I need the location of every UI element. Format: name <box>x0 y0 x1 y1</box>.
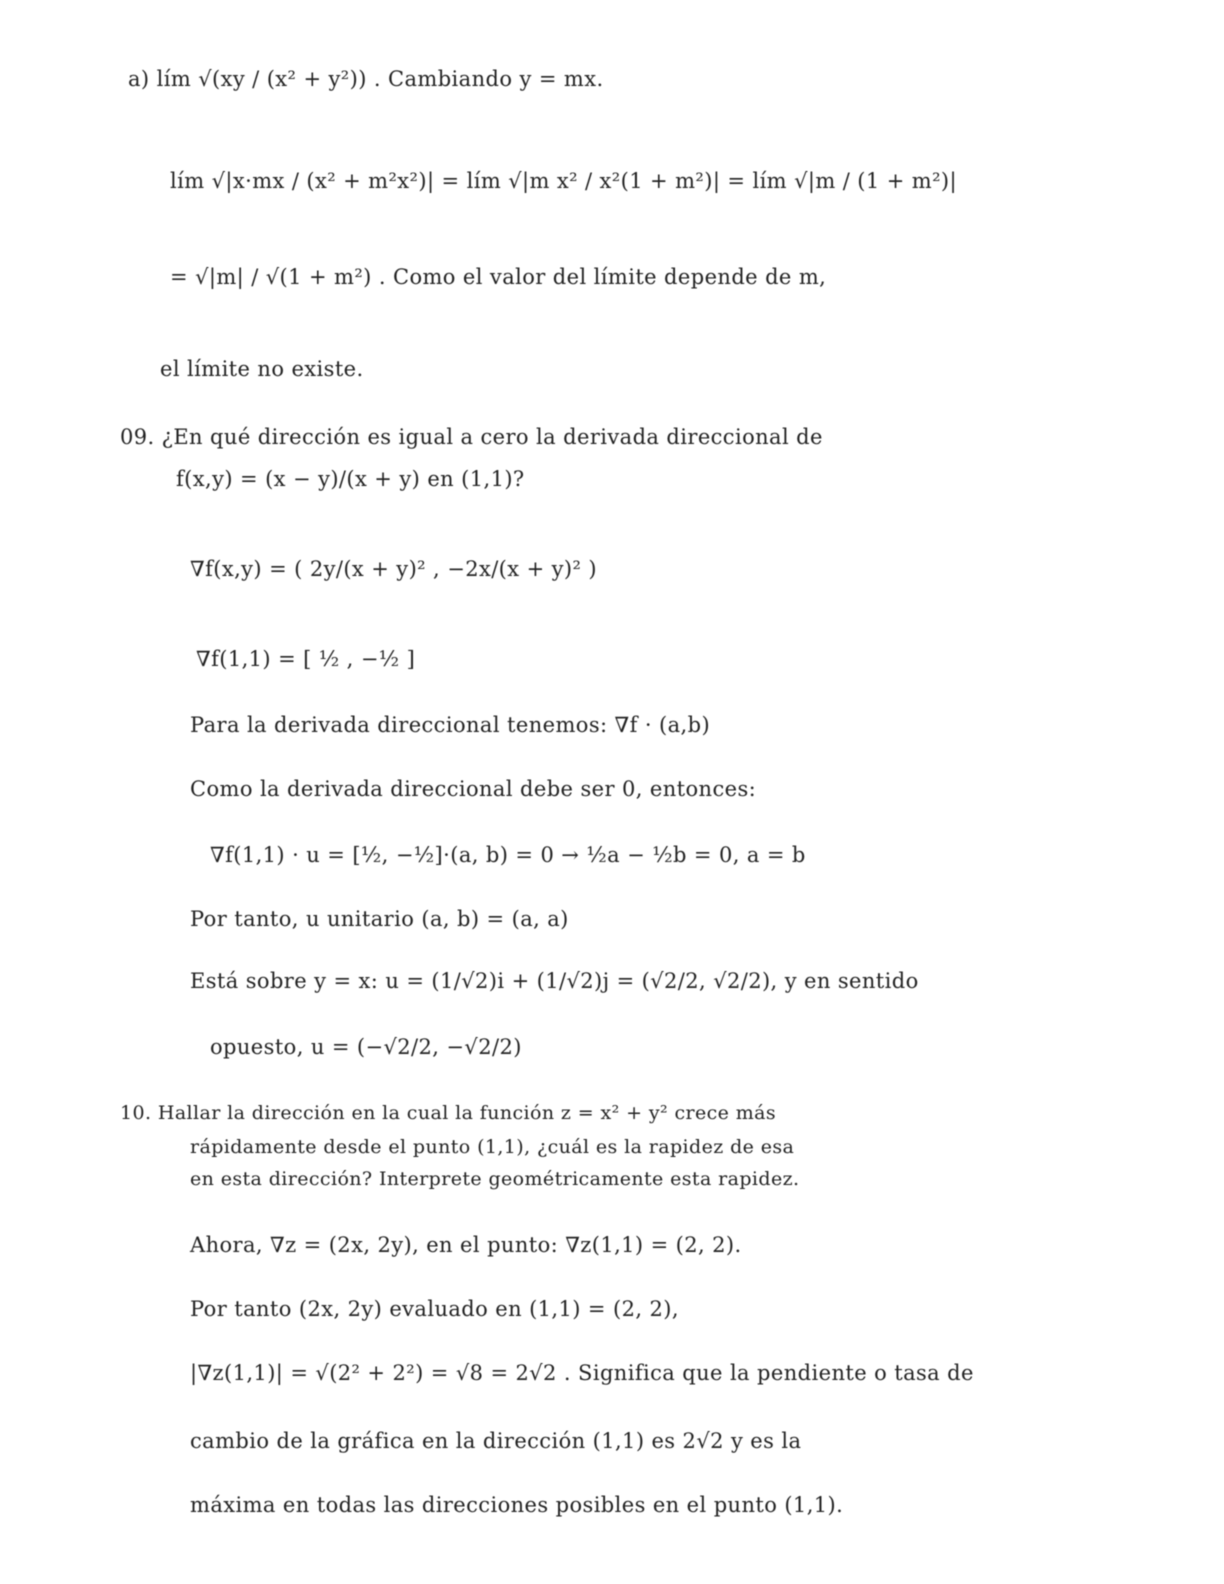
interpretation-line-1: cambio de la gráfica en la dirección (1,1) es 2√2 y es la <box>190 1429 802 1453</box>
limit-result-line: = √|m| / √(1 + m²) . Como el valor del límite depende de m, <box>170 265 827 289</box>
gradient-formula: ∇f(x,y) = ( 2y/(x + y)² , −2x/(x + y)² ) <box>190 557 598 581</box>
interpretation-line-2: máxima en todas las direcciones posibles en el punto (1,1). <box>190 1493 844 1517</box>
problem-10-statement-line-3: en esta dirección? Interprete geométricamente esta rapidez. <box>190 1168 800 1190</box>
gradient-z-line: Ahora, ∇z = (2x, 2y), en el punto: ∇z(1,1) = (2, 2). <box>190 1233 742 1257</box>
part-a-limit-statement: a) lím √(xy / (x² + y²)) . Cambiando y = mx. <box>128 67 604 91</box>
problem-10-statement-line-1: 10. Hallar la dirección en la cual la función z = x² + y² crece más <box>120 1102 777 1124</box>
problem-09-function: f(x,y) = (x − y)/(x + y) en (1,1)? <box>176 467 525 491</box>
zero-condition-note: Como la derivada direccional debe ser 0, entonces: <box>190 777 757 801</box>
unit-vector-solution: Está sobre y = x: u = (1/√2)i + (1/√2)j = (√2/2, √2/2), y en sentido <box>190 969 919 993</box>
opposite-unit-vector: opuesto, u = (−√2/2, −√2/2) <box>210 1035 522 1059</box>
gradient-evaluated-line: Por tanto (2x, 2y) evaluado en (1,1) = (2, 2), <box>190 1297 679 1321</box>
gradient-magnitude-line: |∇z(1,1)| = √(2² + 2²) = √8 = 2√2 . Significa que la pendiente o tasa de <box>190 1361 974 1385</box>
limit-substitution-line: lím √|x·mx / (x² + m²x²)| = lím √|m x² / x²(1 + m²)| = lím √|m / (1 + m²)| <box>170 169 957 193</box>
limit-conclusion: el límite no existe. <box>160 357 364 381</box>
dot-product-equation: ∇f(1,1) · u = [½, −½]·(a, b) = 0 → ½a − ½b = 0, a = b <box>210 843 806 867</box>
unit-vector-note: Por tanto, u unitario (a, b) = (a, a) <box>190 907 569 931</box>
gradient-at-point: ∇f(1,1) = [ ½ , −½ ] <box>196 647 416 671</box>
problem-10-statement-line-2: rápidamente desde el punto (1,1), ¿cuál es la rapidez de esa <box>190 1136 795 1158</box>
problem-09-statement: 09. ¿En qué dirección es igual a cero la derivada direccional de <box>120 425 823 449</box>
directional-derivative-note: Para la derivada direccional tenemos: ∇f · (a,b) <box>190 713 711 737</box>
